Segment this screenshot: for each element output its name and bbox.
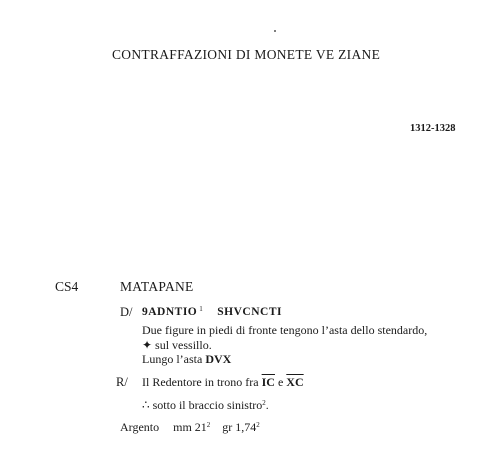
obverse-legend-part1: 9ADNTIO <box>142 306 198 318</box>
reverse-text: e <box>274 375 287 389</box>
physical-data <box>120 420 260 435</box>
reverse-note <box>142 398 269 413</box>
footnote-ref: 2 <box>256 421 260 429</box>
reverse-label: R/ <box>116 375 128 389</box>
ink-speck <box>274 30 276 32</box>
footnote-ref: 2 <box>262 399 266 407</box>
reverse-description <box>142 375 304 390</box>
abbreviation-ic: $\overline{IC}$ <box>261 375 275 389</box>
obverse-description-line: Due figure in piedi di fronte tengono l’asta dello stendardo, <box>142 323 428 337</box>
obverse-legend-part2: SHVCNCTI <box>217 306 282 318</box>
coin-type-heading: MATAPANE <box>120 279 194 294</box>
reverse-note-end: . <box>265 398 269 412</box>
running-title: CONTRAFFAZIONI DI MONETE VE ZIANE <box>112 47 381 62</box>
obverse-legend <box>142 305 282 318</box>
abbreviation-xc: $\overline{XC}$ <box>286 375 304 389</box>
diameter: mm 21 <box>173 420 207 434</box>
reverse-text: Il Redentore in trono fra <box>142 375 262 389</box>
date-range: 1312-1328 <box>410 123 456 134</box>
catalog-number: CS4 <box>55 279 79 294</box>
obverse-description-line: ✦ sul vessillo. <box>142 338 212 352</box>
metal: Argento <box>120 420 160 434</box>
footnote-ref: 1 <box>199 305 204 313</box>
footnote-ref: 2 <box>206 421 211 429</box>
weight: gr 1,74 <box>222 420 257 434</box>
reverse-note-text: ∴ sotto il braccio sinistro <box>142 398 263 412</box>
obverse-description-line <box>142 352 231 367</box>
obverse-label: D/ <box>120 305 133 319</box>
shaft-text: Lungo l’asta <box>142 352 206 366</box>
shaft-inscription: DVX <box>205 352 232 366</box>
